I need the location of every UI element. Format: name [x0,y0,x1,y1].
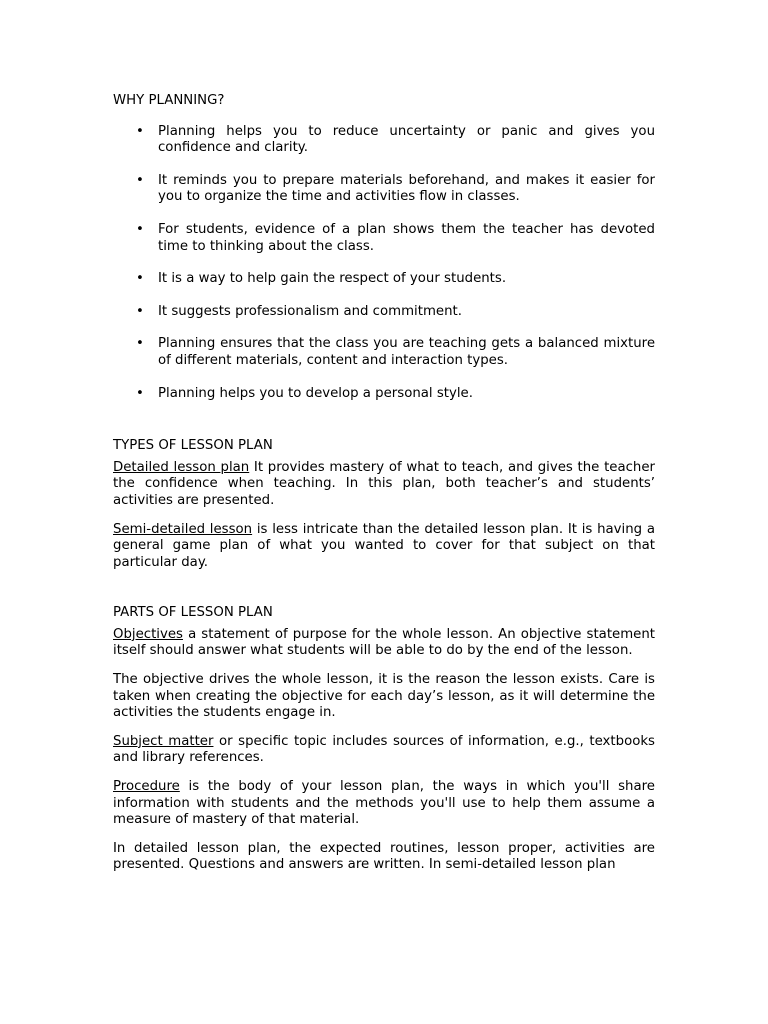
list-item [113,386,655,403]
document-page [113,93,655,886]
list-item-text: It suggests professionalism and commitment. [158,303,462,319]
list-item [113,124,655,157]
term-objectives: Objectives [113,626,183,642]
paragraph-text: The objective drives the whole lesson, it is the reason the lesson exists. Care is taken when creating the objective for each day’s lesson, as it will determine the activities the students engage in. [113,672,655,721]
term-subject-matter: Subject matter [113,733,214,749]
bullet-icon: • [136,221,144,237]
objective-drives-paragraph [113,672,655,722]
bullet-icon: • [136,172,144,188]
term-detailed-lesson-plan: Detailed lesson plan [113,459,250,475]
list-item-text: It reminds you to prepare materials beforehand, and makes it easier for you to organize the time and activities flow in classes. [158,172,655,205]
list-item-text: For students, evidence of a plan shows them the teacher has devoted time to thinking about the class. [158,221,655,254]
parts-of-lesson-plan-heading: PARTS OF LESSON PLAN [113,605,273,621]
procedure-paragraph [113,779,655,829]
paragraph-text: a statement of purpose for the whole lesson. An objective statement itself should answer what students will be able to do by the end of the lesson. [113,626,655,659]
detailed-lesson-plan-paragraph [113,460,655,510]
list-item [113,173,655,206]
paragraph-text: is less intricate than the detailed lesson plan. It is having a general game plan of what you wanted to cover for that subject on that particular day. [113,521,655,570]
list-item [113,271,655,288]
paragraph-text: or specific topic includes sources of information, e.g., textbooks and library references. [113,733,655,766]
list-item [113,336,655,369]
why-planning-list [113,124,655,403]
why-planning-heading: WHY PLANNING? [113,93,225,108]
list-item-text: Planning helps you to develop a personal style. [158,385,473,401]
types-of-lesson-plan-heading: TYPES OF LESSON PLAN [113,438,273,454]
detailed-routines-paragraph [113,841,655,874]
list-item-text: It is a way to help gain the respect of your students. [158,271,507,287]
list-item-text: Planning helps you to reduce uncertainty or panic and gives you confidence and clarity. [158,123,655,156]
paragraph-text: It provides mastery of what to teach, and gives the teacher the confidence when teaching. In this plan, both teacher’s and students’ activities are presented. [113,459,655,508]
subject-matter-paragraph [113,734,655,767]
semi-detailed-lesson-paragraph [113,522,655,572]
list-item-text: Planning ensures that the class you are teaching gets a balanced mixture of different materials, content and interaction types. [158,336,655,368]
paragraph-text: is the body of your lesson plan, the ways in which you'll share information with students and the methods you'll use to help them assume a measure of mastery of that material. [113,779,655,828]
objectives-paragraph [113,627,655,660]
bullet-icon: • [136,336,144,352]
list-item [113,304,655,321]
bullet-icon: • [136,271,144,287]
list-item [113,222,655,255]
bullet-icon: • [136,385,144,401]
paragraph-text: In detailed lesson plan, the expected routines, lesson proper, activities are presented. Questions and answers are written. In semi-detailed lesson plan [113,840,655,873]
bullet-icon: • [136,123,144,139]
bullet-icon: • [136,303,144,319]
term-procedure: Procedure [113,779,180,795]
term-semi-detailed-lesson: Semi-detailed lesson [113,521,253,537]
